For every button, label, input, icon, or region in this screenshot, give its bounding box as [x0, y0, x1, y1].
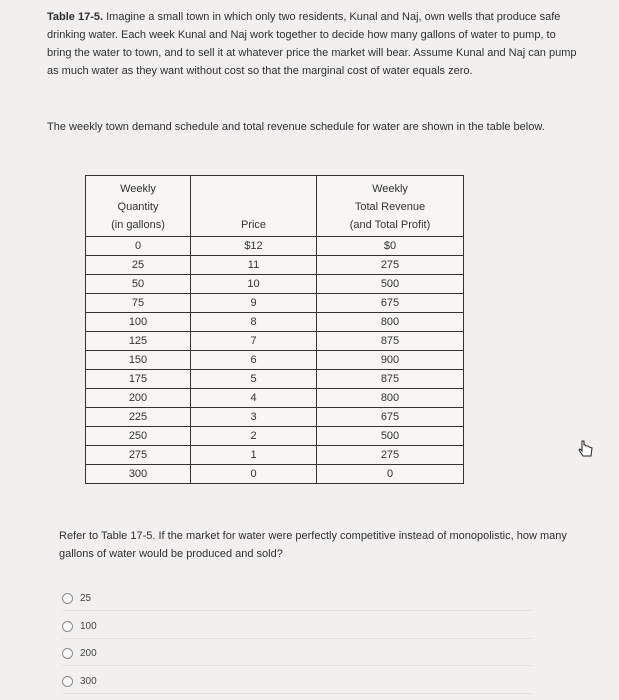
cell-revenue: 800: [317, 389, 464, 408]
cell-quantity: 50: [86, 275, 191, 294]
option-200[interactable]: [62, 641, 532, 666]
cell-price: 6: [191, 351, 317, 370]
cell-quantity: 200: [86, 389, 191, 408]
question-text: Refer to Table 17-5. If the market for water were perfectly competitive instead of monopolistic, how many gallons of water would be produced and sold?: [59, 530, 567, 560]
table-row: [86, 427, 464, 446]
cell-revenue: 275: [317, 446, 464, 465]
table-row: [86, 237, 464, 256]
option-25[interactable]: [62, 586, 532, 611]
radio-button[interactable]: [62, 621, 73, 632]
cell-quantity: 250: [86, 427, 191, 446]
cell-quantity: 225: [86, 408, 191, 427]
demand-description: The weekly town demand schedule and total revenue schedule for water are shown in the table below.: [47, 121, 545, 133]
cell-price: 2: [191, 427, 317, 446]
cell-price: 5: [191, 370, 317, 389]
cell-price: 3: [191, 408, 317, 427]
hand-cursor-icon: [578, 440, 594, 458]
cell-revenue: 500: [317, 427, 464, 446]
cell-revenue: $0: [317, 237, 464, 256]
cell-quantity: 150: [86, 351, 191, 370]
cell-price: 0: [191, 465, 317, 484]
table-row: [86, 256, 464, 275]
cell-quantity: 0: [86, 237, 191, 256]
cell-revenue: 875: [317, 370, 464, 389]
cell-revenue: 800: [317, 313, 464, 332]
cell-quantity: 300: [86, 465, 191, 484]
cell-revenue: 275: [317, 256, 464, 275]
cell-quantity: 175: [86, 370, 191, 389]
table-row: [86, 275, 464, 294]
option-label: 200: [80, 647, 97, 659]
cell-quantity: 75: [86, 294, 191, 313]
table-row: [86, 389, 464, 408]
table-header-row: [86, 176, 464, 237]
cell-quantity: 25: [86, 256, 191, 275]
radio-button[interactable]: [62, 676, 73, 687]
cell-price: 7: [191, 332, 317, 351]
cell-price: 1: [191, 446, 317, 465]
cell-price: 4: [191, 389, 317, 408]
cell-revenue: 900: [317, 351, 464, 370]
cell-revenue: 500: [317, 275, 464, 294]
option-100[interactable]: [62, 614, 532, 639]
table-row: [86, 351, 464, 370]
cell-revenue: 675: [317, 408, 464, 427]
table-row: [86, 332, 464, 351]
header-revenue: Weekly Total Revenue (and Total Profit): [317, 176, 464, 237]
cell-revenue: 675: [317, 294, 464, 313]
cell-revenue: 875: [317, 332, 464, 351]
radio-button[interactable]: [62, 593, 73, 604]
header-quantity: Weekly Quantity (in gallons): [86, 176, 191, 237]
cell-revenue: 0: [317, 465, 464, 484]
radio-button[interactable]: [62, 648, 73, 659]
demand-schedule-table: [85, 175, 464, 484]
cell-quantity: 125: [86, 332, 191, 351]
table-row: [86, 408, 464, 427]
table-row: [86, 294, 464, 313]
table-reference: Table 17-5.: [47, 11, 104, 23]
table-row: [86, 465, 464, 484]
table-row: [86, 370, 464, 389]
problem-intro: [47, 8, 579, 80]
cell-price: $12: [191, 237, 317, 256]
cell-price: 11: [191, 256, 317, 275]
cell-quantity: 275: [86, 446, 191, 465]
header-price: Price: [191, 176, 317, 237]
option-label: 100: [80, 620, 97, 632]
option-label: 25: [80, 592, 92, 604]
cell-price: 8: [191, 313, 317, 332]
option-label: 300: [80, 675, 97, 687]
cell-price: 9: [191, 294, 317, 313]
intro-text: Imagine a small town in which only two residents, Kunal and Naj, own wells that produce safe drinking water. Each week Kunal and Naj work together to decide how many gallons of water to pump, to bring the water to town, and to sell it at whatever price the market will bear. Assume Kunal and Naj can pump as much water as they want without cost so that the marginal cost of water equals zero.: [47, 11, 577, 77]
cell-price: 10: [191, 275, 317, 294]
cell-quantity: 100: [86, 313, 191, 332]
table-row: [86, 446, 464, 465]
table-row: [86, 313, 464, 332]
option-300[interactable]: [62, 669, 532, 694]
